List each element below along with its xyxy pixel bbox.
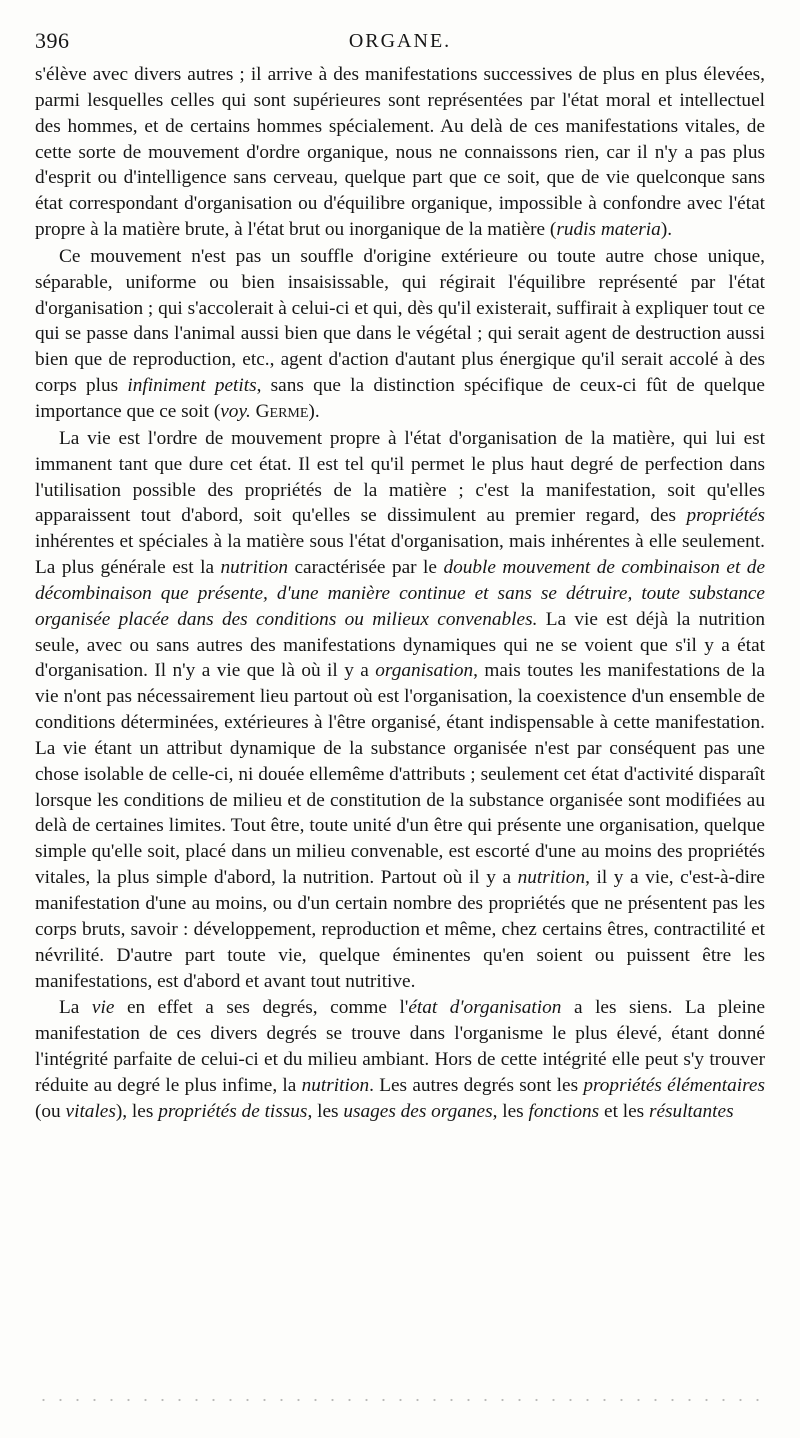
- paragraph-1: [35, 62, 765, 243]
- italic-text: nutrition: [517, 867, 586, 889]
- italic-text: vitales: [65, 1100, 116, 1122]
- italic-text: propriétés élémentaires: [583, 1074, 765, 1096]
- text-run: La vie est l'ordre de mouvement propre à l'état d'organisation de la matière, qui lui est immanent tant que dure cet état. Il est tel qu'il permet le plus haut degré de perfection dans l'utilisation possible des propriétés de la matière ; c'est la manifestation, soit qu'elles apparaissent tout d'abord, soit qu'elles se dissimulent au premier regard, des: [35, 427, 765, 527]
- text-run: caractérisée par le: [288, 557, 444, 579]
- italic-text: état d'organisation: [408, 997, 562, 1019]
- italic-text: double mouvement de combinaison et de décombinaison que présente, d'une manière continue et sans se détruire, toute substance organisée placée dans des conditions ou milieux convenables.: [35, 557, 765, 630]
- text-run: La vie est déjà la nutrition seule, avec ou sans autres des manifestations dynamiques qui ne se voient que s'il y a état d'organisation. Il n'y a vie que là où il y a: [35, 608, 765, 682]
- text-run: , sans que la distinction spécifique de ceux-ci fût de quelque importance que ce soit (: [35, 375, 765, 422]
- small-caps-text: Germe: [255, 400, 309, 422]
- italic-text: vie: [91, 997, 115, 1019]
- italic-text: voy.: [220, 400, 251, 422]
- bottom-edge-marks: [35, 1398, 765, 1402]
- text-run: ).: [308, 400, 320, 422]
- text-run: , mais toutes les manifestations de la vie n'ont pas nécessairement lieu partout où est l'organisation, la coexistence d'un ensemble de conditions déterminées, extérieures à l'être organisé, étant indispensable à cette manifestation. La vie étant un attribut dynamique de la substance organisée n'est par conséquent pas une chose isolable de celle-ci, ni douée ellemême d'attributs ; seulement cet état d'activité disparaît lorsque les conditions de milieu et de constitution de la substance organisée sont modifiées au delà de certaines limites. Tout être, toute unité d'un être qui présente une organisation, quelque simple qu'elle soit, placé dans un milieu convenable, est escorté d'une au moins des propriétés vitales, la plus simple d'abord, la nutrition. Partout où il y a: [35, 660, 765, 889]
- text-run: ), les: [115, 1100, 159, 1122]
- italic-text: nutrition: [220, 557, 289, 579]
- italic-text: propriétés: [686, 505, 765, 527]
- paragraph-4: [35, 995, 765, 1124]
- italic-text: infiniment petits: [127, 375, 257, 397]
- text-run: Ce mouvement n'est pas un souffle d'origine extérieure ou toute autre chose unique, séparable, uniforme ou bien insaisissable, qui régirait l'équilibre représenté par l'état d'organisation ; qui s'accolerait à celui-ci et qui, dès qu'il existerait, suffirait à expliquer tout ce qui se passe dans l'animal aussi bien que dans le végétal ; qui serait agent de destruction aussi bien que de reproduction, etc., agent d'action d'autant plus énergique qu'il serait accolé à des corps plus: [35, 245, 765, 397]
- page-header: [35, 28, 765, 56]
- text-run: , les: [492, 1100, 529, 1122]
- text-run: inhérentes et spéciales à la matière sous l'état d'organisation, mais inhérentes à elle seulement. La plus générale est la: [35, 531, 765, 579]
- paragraph-2: [35, 244, 765, 425]
- text-run: La: [59, 997, 92, 1019]
- italic-text: usages des organes: [343, 1100, 493, 1122]
- running-title: ORGANE.: [348, 30, 452, 52]
- text-run: s'élève avec divers autres ; il arrive à des manifestations successives de plus en plus élevées, parmi lesquelles celles qui sont supérieures sont représentées par l'état moral et intellectuel des hommes, et de certains hommes spécialement. Au delà de ces manifestations vitales, de cette sorte de mouvement d'ordre organique, nous ne connaissons rien, car il n'y a pas plus d'esprit ou d'intelligence sans cerveau, quelque part que ce soit, que de vie quelconque sans état correspondant d'organisation ou d'équilibre organique, impossible à confondre avec l'état propre à la matière brute, à l'état brut ou inorganique de la matière (: [35, 64, 765, 241]
- text-run: , il y a vie, c'est-à-dire manifestation d'une au moins, ou d'un certain nombre des propriétés que ne présentent pas les corps bruts, savoir : développement, reproduction et même, chez certains êtres, contractilité et névrilité. D'autre part toute vie, quelque éminentes qu'en soient ou puissent être les manifestations, est d'abord et avant tout nutritive.: [35, 867, 765, 992]
- text-run: . Les autres degrés sont les: [369, 1074, 584, 1096]
- text-run: (ou: [35, 1100, 66, 1122]
- paragraph-3: [35, 426, 765, 995]
- text-run: , les: [307, 1100, 344, 1122]
- text-run: et les: [599, 1100, 649, 1122]
- italic-text: nutrition: [301, 1074, 370, 1096]
- text-run: en effet a ses degrés, comme l': [114, 997, 409, 1019]
- page-number: 396: [35, 28, 70, 53]
- italic-text: organisation: [375, 660, 474, 682]
- body-text: [35, 62, 765, 1125]
- italic-text: propriétés de tissus: [158, 1100, 308, 1122]
- italic-text: fonctions: [528, 1100, 600, 1122]
- italic-text: rudis materia: [556, 219, 661, 241]
- italic-text: résultantes: [648, 1100, 734, 1122]
- text-run: a les siens. La pleine manifestation de ces divers degrés se trouve dans l'organisme le plus élevé, étant donné l'intégrité parfaite de celui-ci et du milieu ambiant. Hors de cette intégrité elle peut s'y trouver réduite au degré le plus infime, la: [35, 997, 766, 1096]
- text-run: ).: [660, 219, 673, 241]
